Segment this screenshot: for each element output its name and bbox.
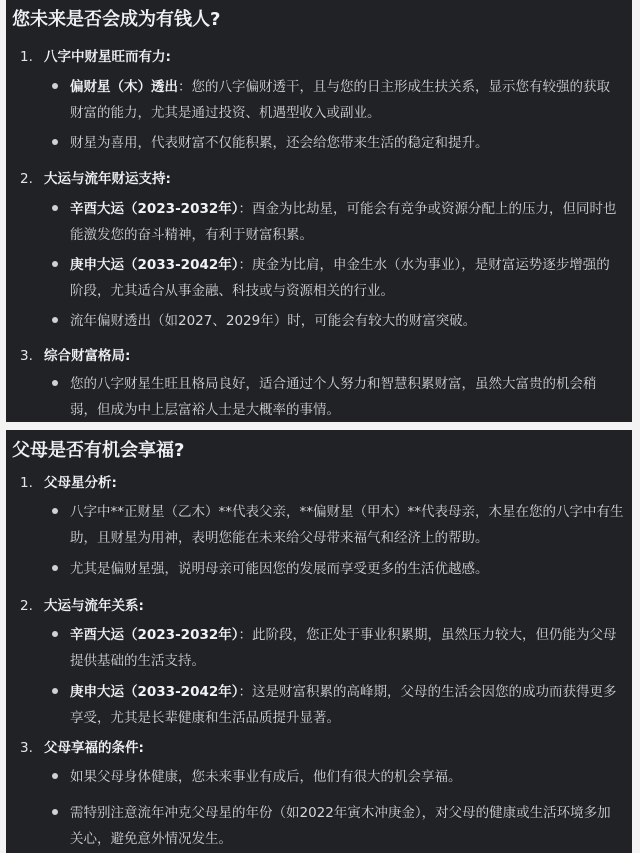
bullet-text: ：庚金为比肩，申金生水（水为事业），是财富运势逐步增强的 — [238, 257, 610, 273]
section-label: 综合财富格局: — [44, 348, 131, 364]
bullet-text-cont: 享受，尤其是长辈健康和生活品质提升显著。 — [70, 710, 340, 726]
section-number: 1. — [20, 475, 33, 491]
panel-wealth — [6, 0, 632, 422]
section-label: 父母享福的条件: — [44, 740, 144, 756]
bullet-text: 如果父母身体健康，您未来事业有成后，他们有很大的机会享福。 — [70, 769, 462, 785]
bullet-item — [52, 130, 632, 156]
bullet-item — [52, 196, 632, 248]
bullet-text-cont: 提供基础的生活支持。 — [70, 653, 205, 669]
bullet-text: ：此阶段，您正处于事业积累期，虽然压力较大，但仍能为父母 — [238, 627, 617, 643]
bullet-text: 您的八字财星生旺且格局良好，适合通过个人努力和智慧积累财富，虽然大富贵的机会稍 — [70, 376, 597, 392]
section-number: 2. — [20, 598, 33, 614]
bullet-item — [52, 622, 632, 674]
bullet-dot — [52, 317, 58, 323]
bullet-item — [52, 800, 632, 852]
section-number: 2. — [20, 171, 33, 187]
section-title: 您未来是否会成为有钱人? — [12, 9, 221, 30]
bullet-bold: 庚申大运（2033-2042年） — [70, 257, 239, 273]
bullet-bold: 辛酉大运（2023-2032年） — [70, 201, 239, 217]
bullet-text-cont: 助，且财星为用神，表明您能在未来给父母带来福气和经济上的帮助。 — [70, 530, 489, 546]
bullet-item — [52, 499, 632, 551]
bullet-text-cont: 能激发您的奋斗精神，有利于财富积累。 — [70, 227, 313, 243]
section-label: 大运与流年关系: — [44, 598, 144, 614]
section-heading — [20, 736, 144, 756]
bullet-item — [52, 371, 632, 422]
bullet-text: ：这是财富积累的高峰期，父母的生活会因您的成功而获得更多 — [238, 684, 617, 700]
bullet-dot — [52, 773, 58, 779]
bullet-dot — [52, 565, 58, 571]
bullet-bold: 辛酉大运（2023-2032年） — [70, 627, 239, 643]
bullet-text: 财星为喜用，代表财富不仅能积累，还会给您带来生活的稳定和提升。 — [70, 135, 489, 151]
bullet-bold: 庚申大运（2033-2042年） — [70, 684, 239, 700]
bullet-text: 八字中**正财星（乙木）**代表父亲，**偏财星（甲木）**代表母亲，木星在您的八字中有生 — [70, 504, 624, 520]
panel-parents — [6, 430, 632, 853]
bullet-item — [52, 252, 632, 304]
bullet-dot — [52, 83, 58, 89]
bullet-text: 需特别注意流年冲克父母星的年份（如2022年寅木冲庚金），对父母的健康或生活环境多加 — [70, 805, 611, 821]
bullet-text: 流年偏财透出（如2027、2029年）时，可能会有较大的财富突破。 — [70, 313, 477, 329]
section-heading — [20, 344, 130, 364]
bullet-text-cont: 关心，避免意外情况发生。 — [70, 831, 232, 847]
bullet-bold: 偏财星（木）透出 — [70, 79, 178, 95]
bullet-item — [52, 308, 632, 334]
section-heading — [20, 167, 171, 187]
section-heading — [20, 45, 171, 65]
section-number: 3. — [20, 740, 33, 756]
bullet-item — [52, 764, 632, 790]
section-title: 父母是否有机会享福? — [12, 440, 185, 461]
bullet-dot — [52, 205, 58, 211]
bullet-dot — [52, 380, 58, 386]
section-label: 八字中财星旺而有力: — [44, 49, 171, 65]
bullet-dot — [52, 261, 58, 267]
bullet-dot — [52, 139, 58, 145]
section-number: 3. — [20, 348, 33, 364]
section-label: 大运与流年财运支持: — [44, 171, 171, 187]
section-heading — [20, 471, 117, 491]
bullet-text-cont: 阶段，尤其适合从事金融、科技或与资源相关的行业。 — [70, 283, 394, 299]
bullet-item — [52, 679, 632, 731]
bullet-text: 尤其是偏财星强，说明母亲可能因您的发展而享受更多的生活优越感。 — [70, 561, 489, 577]
bullet-dot — [52, 688, 58, 694]
bullet-item — [52, 74, 632, 126]
bullet-dot — [52, 508, 58, 514]
bullet-dot — [52, 809, 58, 815]
section-label: 父母星分析: — [44, 475, 117, 491]
bullet-text-cont: 弱，但成为中上层富裕人士是大概率的事情。 — [70, 402, 340, 418]
bullet-text: ：您的八字偏财透干，且与您的日主形成生扶关系，显示您有较强的获取 — [178, 79, 610, 95]
bullet-text: ：酉金为比劫星，可能会有竞争或资源分配上的压力，但同时也 — [238, 201, 617, 217]
section-heading — [20, 594, 144, 614]
section-number: 1. — [20, 49, 33, 65]
bullet-text-cont: 财富的能力，尤其是通过投资、机遇型收入或副业。 — [70, 105, 381, 121]
bullet-dot — [52, 631, 58, 637]
bullet-item — [52, 556, 632, 582]
